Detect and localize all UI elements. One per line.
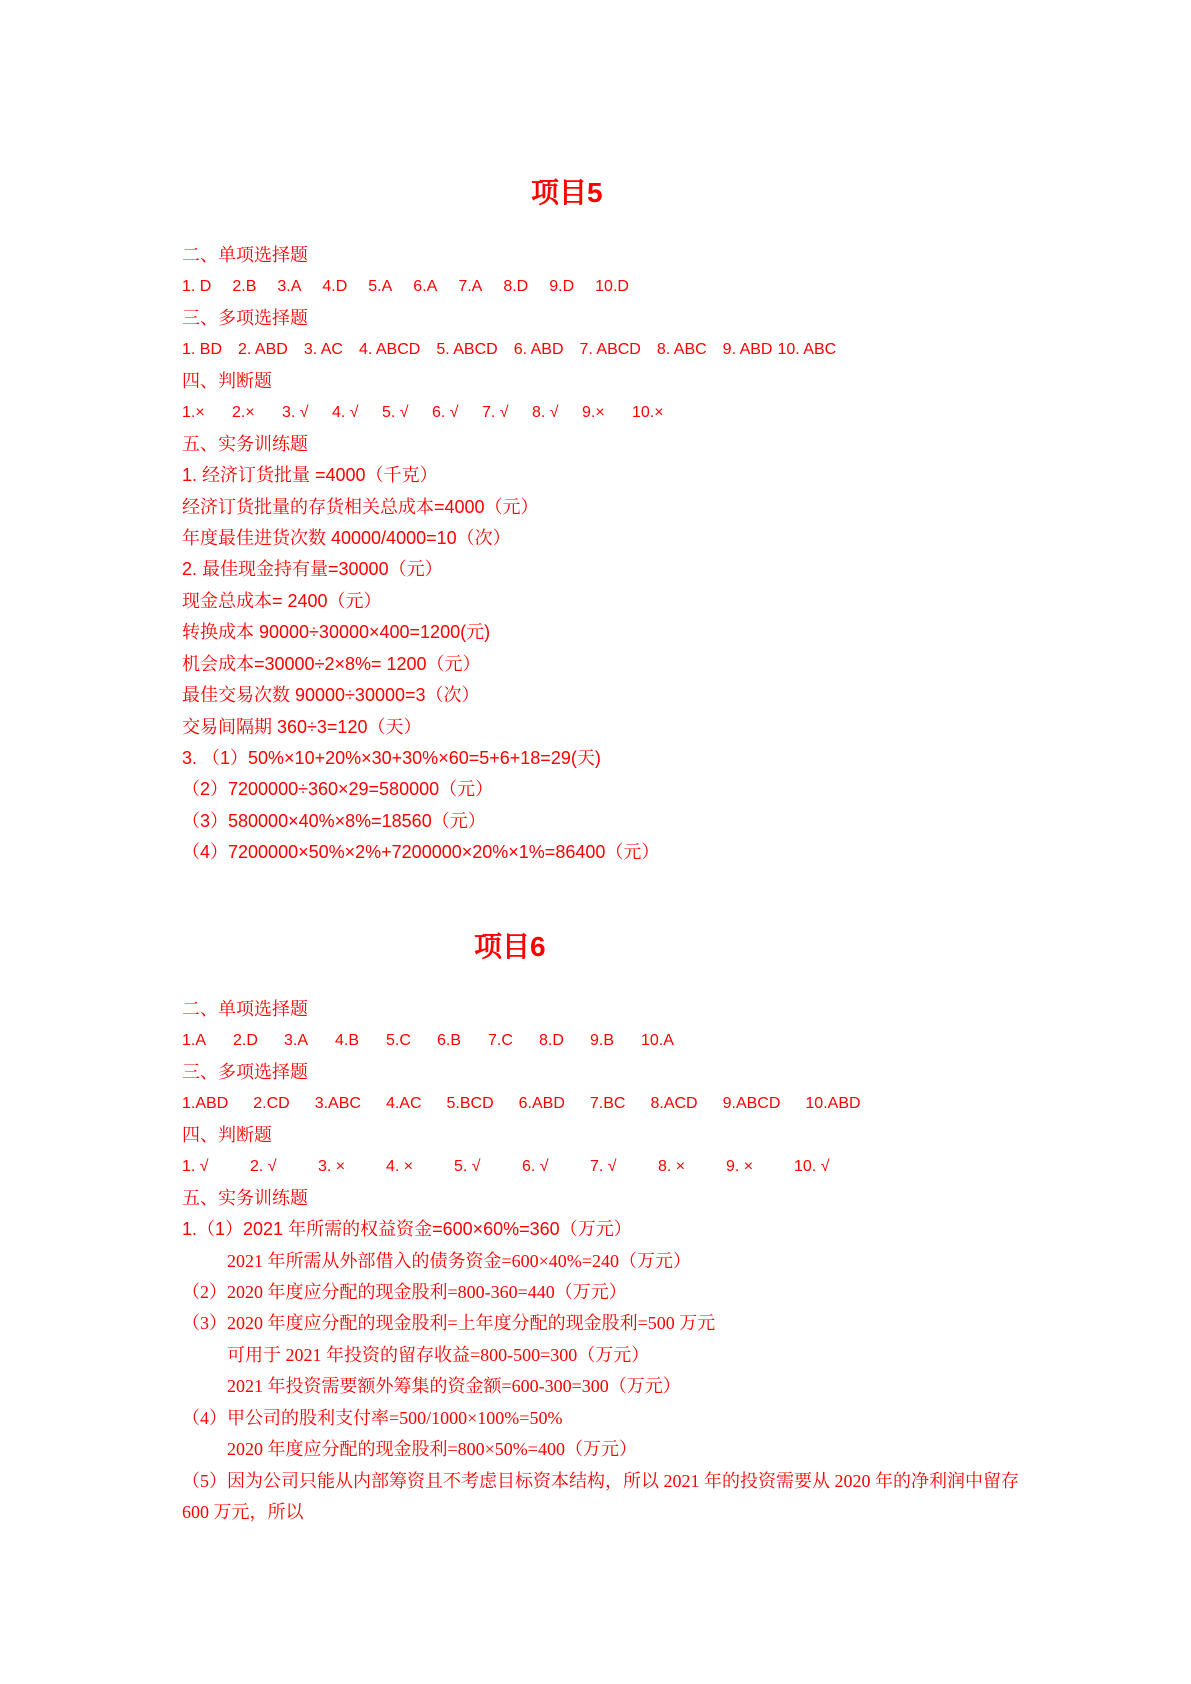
answer-item: 5. √	[454, 1158, 481, 1176]
practice-heading: 五、实务训练题	[182, 1187, 308, 1208]
answer-item: 8. ×	[658, 1158, 686, 1176]
answer-item: 8.ACD	[650, 1095, 698, 1113]
project-title: 项目6	[474, 931, 546, 962]
answer-item: 2.×	[232, 404, 255, 422]
answer-item: 7.C	[488, 1032, 513, 1050]
answer-item: 1.×	[182, 404, 205, 422]
answer-item: 1. BD	[182, 341, 223, 359]
single-choice-heading: 二、单项选择题	[182, 245, 308, 265]
answer-item: 3.A	[277, 278, 302, 296]
answer-item: 9.D	[549, 278, 575, 296]
practice-line: 现金总成本= 2400（元）	[182, 590, 382, 611]
answer-item: 6.ABD	[518, 1095, 565, 1113]
answer-item: 8. ABC	[656, 341, 707, 359]
project-section	[182, 240, 836, 869]
answer-item: 5. √	[382, 404, 409, 422]
answer-item: 2. √	[250, 1158, 277, 1176]
answer-item: 6. √	[522, 1158, 549, 1176]
answer-item: 2. ABD	[238, 341, 288, 359]
practice-line: （4）7200000×50%×2%+7200000×20%×1%=86400（元）	[182, 842, 660, 863]
practice-line: （3）580000×40%×8%=18560（元）	[182, 810, 486, 831]
answer-item: 7. √	[482, 404, 509, 422]
practice-line: 转换成本 90000÷30000×400=1200(元)	[182, 622, 491, 643]
true-false-heading: 四、判断题	[182, 1124, 272, 1145]
answer-item: 10.A	[641, 1032, 674, 1050]
multiple-choice-heading: 三、多项选择题	[182, 307, 308, 328]
practice-line: 最佳交易次数 90000÷30000=3（次）	[182, 685, 480, 706]
answer-item: 8. √	[532, 404, 559, 422]
practice-line: 可用于 2021 年投资的留存收益=800-500=300（万元）	[227, 1344, 650, 1365]
answer-item: 3.ABC	[314, 1095, 361, 1113]
answer-item: 2.CD	[253, 1095, 290, 1113]
multiple-choice-answers	[182, 334, 836, 365]
practice-line: （4）甲公司的股利支付率=500/1000×100%=50%	[182, 1407, 563, 1428]
answer-item: 6. √	[432, 404, 459, 422]
answer-item: 1.A	[182, 1032, 207, 1050]
answer-item: 1. D	[182, 278, 212, 296]
answer-item: 3. ×	[318, 1158, 346, 1176]
project-title: 项目5	[531, 177, 603, 208]
answer-item: 3.A	[284, 1032, 309, 1050]
answer-item: 9. ×	[726, 1158, 754, 1176]
answer-item: 10. √	[794, 1158, 830, 1176]
answer-item: 4.B	[335, 1032, 360, 1050]
answer-item: 9. ABD	[722, 341, 773, 359]
answer-item: 6.A	[413, 278, 438, 296]
answer-item: 2.B	[232, 278, 257, 296]
project-section	[182, 994, 1019, 1528]
practice-line: 机会成本=30000÷2×8%= 1200（元）	[182, 653, 481, 674]
answer-item: 5.C	[386, 1032, 411, 1050]
answer-item: 3. √	[282, 404, 309, 422]
multiple-choice-answers	[182, 1088, 1019, 1119]
true-false-answers	[182, 1151, 1019, 1182]
single-choice-answers	[182, 1025, 1019, 1056]
practice-line: 600 万元，所以	[182, 1502, 304, 1522]
answer-item: 7. √	[590, 1158, 617, 1176]
answer-item: 8.D	[503, 278, 529, 296]
practice-line: 年度最佳进货次数 40000/4000=10（次）	[182, 527, 511, 548]
practice-line: 1.（1）2021 年所需的权益资金=600×60%=360（万元）	[182, 1219, 632, 1240]
true-false-heading: 四、判断题	[182, 370, 272, 391]
answer-item: 3. AC	[303, 341, 343, 359]
answer-item: 1. √	[182, 1158, 209, 1176]
single-choice-answers	[182, 271, 836, 302]
true-false-answers	[182, 397, 836, 428]
answer-item: 10.D	[595, 278, 629, 296]
answer-item: 6. ABD	[513, 341, 564, 359]
practice-line: 2. 最佳现金持有量=30000（元）	[182, 559, 443, 580]
answer-item: 6.B	[437, 1032, 462, 1050]
practice-line: （5）因为公司只能从内部筹资且不考虑目标资本结构，所以 2021 年的投资需要从 2020 年的净利润中留存	[182, 1470, 1019, 1491]
practice-line: 3. （1）50%×10+20%×30+30%×60=5+6+18=29(天)	[182, 748, 601, 768]
answer-item: 7. ABCD	[579, 341, 641, 359]
multiple-choice-heading: 三、多项选择题	[182, 1061, 308, 1082]
practice-line: 2021 年所需从外部借入的债务资金=600×40%=240（万元）	[227, 1250, 691, 1271]
practice-heading: 五、实务训练题	[182, 433, 308, 454]
answer-item: 5.A	[368, 278, 393, 296]
practice-line: （2）7200000÷360×29=580000（元）	[182, 779, 494, 800]
answer-item: 1.ABD	[182, 1095, 229, 1113]
answer-item: 9.×	[582, 404, 605, 422]
answer-item: 5.BCD	[446, 1095, 494, 1113]
answer-item: 2.D	[233, 1032, 258, 1050]
answer-item: 9.B	[590, 1032, 615, 1050]
answer-item: 4. √	[332, 404, 359, 422]
answer-item: 9.ABCD	[722, 1095, 781, 1113]
practice-line: 1. 经济订货批量 =4000（千克）	[182, 465, 438, 486]
answer-item: 10.×	[632, 404, 664, 422]
answer-item: 4.D	[322, 278, 348, 296]
practice-line: 经济订货批量的存货相关总成本=4000（元）	[182, 496, 539, 517]
answer-item: 10.ABD	[805, 1095, 861, 1113]
practice-line: 2021 年投资需要额外筹集的资金额=600-300=300（万元）	[227, 1376, 681, 1397]
practice-line: 2020 年度应分配的现金股利=800×50%=400（万元）	[227, 1439, 637, 1460]
answer-item: 4. ABCD	[358, 341, 421, 359]
answer-item: 4.AC	[385, 1095, 422, 1113]
answer-item: 7.BC	[589, 1095, 626, 1113]
answer-item: 8.D	[539, 1032, 564, 1050]
answer-item: 5. ABCD	[436, 341, 498, 359]
answer-item: 4. ×	[386, 1158, 414, 1176]
practice-line: 交易间隔期 360÷3=120（天）	[182, 716, 422, 737]
answer-item: 10. ABC	[777, 341, 837, 359]
single-choice-heading: 二、单项选择题	[182, 999, 308, 1019]
practice-line: （2）2020 年度应分配的现金股利=800-360=440（万元）	[182, 1281, 627, 1302]
answer-item: 7.A	[458, 278, 483, 296]
practice-line: （3）2020 年度应分配的现金股利=上年度分配的现金股利=500 万元	[182, 1313, 716, 1334]
